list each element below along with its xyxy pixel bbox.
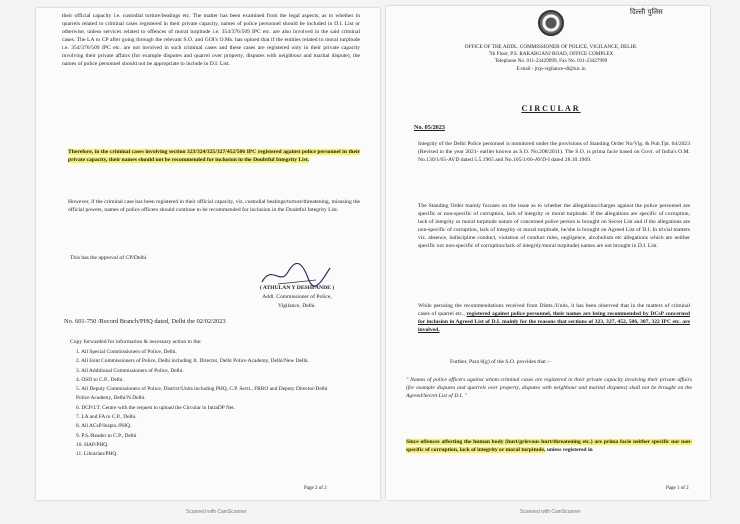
hindi-header: दिल्ली पुलिस (630, 8, 663, 16)
highlighted-text: Since offences affecting the human body (hurt/grievous hurt/threatening etc.) are prima facie neither specific nor non-specific of corruption, lack of integrity or moral turpitude, (406, 439, 692, 453)
circular-number: No. 05/2023 (414, 124, 445, 131)
quoted-provision: " Names of police officers against whom criminal cases are registered in their private capacity involving their private affairs (for example disputes and quarrels over property, disputes with neighbour and marital disputes) shall not be brought on the Agreed/Secret List of D.I. " (406, 377, 692, 399)
paragraph-tail: unless registered in (545, 447, 593, 453)
paragraph-legal-opinion: their official capacity i.e. custodial torture/beatings etc. The matter has been examined from the legal aspects, as to whether in quarrels related to criminal cases registered in their private capacity, names of police personnel should be included in D.I. List or otherwise, unless services related to offences of moral turpitude i.e. 354/376/509 IPC etc. are also involved in the said criminal cases. The LA to CP after going through the relevant S.O. and GOI's O.Ms. has opined that if the entities related to moral turpitude i.e. 354/376/509 IPC etc. are not involved in such criminal cases and these cases are registered only in their private capacity involving their private affairs (for example disputes and quarrel over property, disputes with neighbour and marital dispute), the names of police personnel should not be appropriate to include in D.I. List. (62, 13, 360, 67)
circular-title: CIRCULAR (521, 104, 581, 113)
distribution-list (76, 348, 338, 460)
handwritten-margin-note (0, 378, 36, 398)
highlighted-text: Therefore, in the criminal cases involving section 323/324/325/327/452/506 IPC registered against police personnel in their private capacity, their names should not be recommended for inclusion in the Doubtful Integrity List. (68, 149, 360, 163)
office-phone: Telephone No. 011-23429999, Fax No. 011-23427999 (494, 58, 608, 65)
list-item: 7. LA and FA to C.P., Delhi. (76, 414, 137, 421)
list-item: 11. Librarian/PHQ. (76, 451, 118, 458)
approval-line: This has the approval of CP/Delhi. (70, 255, 148, 261)
list-item: 10. HAP/PHQ. (76, 441, 109, 448)
reference-number: No. 601-750 /Record Branch/PHQ dated, Delhi the 02/02/2023 (64, 318, 226, 325)
document-page-2 (36, 8, 380, 500)
paragraph-standing-order: The Standing Order mainly focuses on the issue as to whether the allegations/charges against the police personnel are specific or non-specific of corruption, lack of integrity or moral turpitude. If the allegations are specific of corruption, lack of integrity or moral turpitude nature of concerned police person is brought on Secret List and if the allegations are non-specific of corruption, lack of integrity or moral turpitude, he/she is brought on Agreed List of D.I. In trivial matters viz. absence, indiscipline conduct, violation of conduct rules, negligence, alcoholism etc allegations which are neither specific nor non-specific of corruption/lack of integrity/moral turpitude) names are not brought in D.I. List. (418, 203, 690, 249)
signatory-department: Vigilance, Delhi. (277, 303, 317, 309)
paragraph-prefix: While perusing the recommendations received from Distts./Units, it has been observed that in the matters of criminal cases of quarrel etc., (418, 303, 690, 317)
highlighted-paragraph-offences (406, 438, 692, 454)
office-email: E-mail - jtcp-vigilance-dl@nic.in (516, 65, 586, 72)
list-item: 5. All Deputy Commissioners of Police, District/Units including PHQ, C.P. Sectt., FRRO and Deputy Director/Delhi Police Academy, Delhi/N.Delhi. (76, 386, 328, 402)
scanner-watermark: Scanned with CamScanner (520, 509, 581, 515)
list-item: 8. All ACsP/Insprs./PHQ. (76, 423, 132, 430)
page-number: Page 2 of 2 (304, 486, 327, 491)
office-name: OFFICE OF THE ADDL. COMMISSIONER OF POLICE, VIGILANCE, DELHI. (464, 44, 638, 50)
page-number: Page 1 of 2 (666, 486, 689, 491)
list-item: 2. All Joint Commissioners of Police, Delhi including Jt. Director, Delhi Police Academy, Delhi/New Delhi. (76, 358, 309, 365)
emblem-seal (538, 10, 564, 36)
list-item: 9. P.S./Reader to C.P., Delhi (76, 432, 137, 439)
signatory-name: ( ATHULAN Y DESHPANDE ) (259, 285, 335, 291)
copy-forwarded-heading: Copy forwarded for information & necessary action to the: (70, 339, 202, 345)
office-address-block (426, 44, 676, 73)
paragraph-recommendations (418, 302, 690, 334)
document-page-1 (386, 6, 710, 500)
list-item: 3. All Additional Commissioners of Police, Delhi. (76, 367, 184, 374)
list-item: 4. OSD to C.P., Delhi. (76, 376, 124, 383)
paragraph-integrity: Integrity of the Delhi Police personnel is monitored under the provisions of Standing Order No/Vig. & Pub.Tpt. 64/2023 (Revised in the year 2021- earlier known as S.O. No.208/2011). The S.O. is prima facie based on Govt. of India's O.M. No.130/1/65-AVD dated 5.5.1965 and No.105/1/66-AVD-I dated 28.10.1969. (418, 141, 690, 163)
list-item: 6. DCP/I.T. Centre with the request to upload the Circular in IntraDP Net. (76, 404, 235, 411)
office-address: 7th Floor, P.S. RAKABGANJ ROAD, OFFICE COMPLEX (488, 51, 614, 58)
highlighted-paragraph-therefore (68, 148, 360, 164)
list-item: 1. All Special Commissioners of Police, Delhi. (76, 349, 177, 355)
scanner-watermark: Scanned with CamScanner (186, 509, 247, 515)
paragraph-further: Further, Para 6(g) of the S.O. provides that :- (450, 359, 551, 365)
underlined-text: registered against police personnel, their names are being recommended by DCsP concerned for inclusion in Agreed List of D.I. mainly for the reasons that sections of 323, 327, 452, 506, 307, 322 IPC etc. are involved. (418, 311, 690, 333)
paragraph-official-capacity: However, if the criminal case has been registered in their official capacity, viz. custodial beatings/torture/threatening, misusing the official powers, names of police officers should continue to be recommended for inclusion in the Doubtful Integrity List. (68, 199, 360, 213)
signatory-title: Addl. Commissioner of Police, (262, 294, 332, 300)
